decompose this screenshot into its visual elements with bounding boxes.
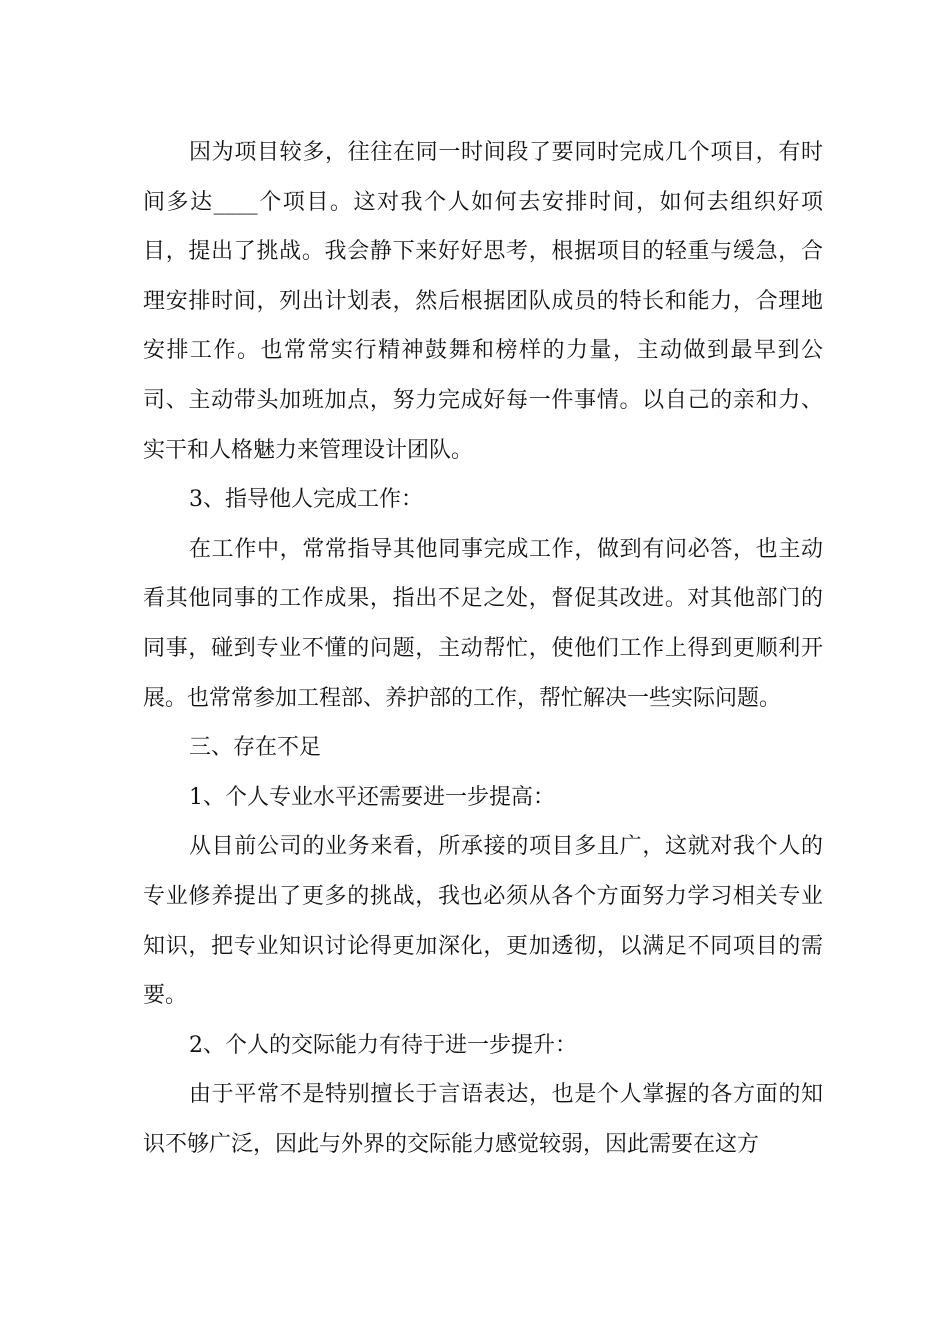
paragraph-guide-others: 在工作中，常常指导其他同事完成工作，做到有问必答，也主动看其他同事的工作成果，指出不足之处，督促其改进。对其他部门的同事，碰到专业不懂的问题，主动帮忙，使他们工作上得到更顺利开展。也常常参加工程部、养护部的工作，帮忙解决一些实际问题。 xyxy=(143,536,823,711)
paragraph-project-management: 因为项目较多，往往在同一时间段了要同时完成几个项目，有时间多达____个项目。这对我个人如何去安排时间，如何去组织好项目，提出了挑战。我会静下来好好思考，根据项目的轻重与缓急，合理安排时间，列出计划表，然后根据团队成员的特长和能力，合理地安排工作。也常常实行精神鼓舞和榜样的力量，主动做到最早到公司、主动带头加班加点，努力完成好每一件事情。以自己的亲和力、实干和人格魅力来管理设计团队。 xyxy=(143,140,823,463)
paragraph-communication-ability: 由于平常不是特别擅长于言语表达，也是个人掌握的各方面的知识不够广泛，因此与外界的交际能力感觉较弱，因此需要在这方 xyxy=(143,1082,823,1157)
heading-guide-others: 3、指导他人完成工作： xyxy=(189,487,423,513)
document-body xyxy=(143,128,823,1169)
heading-professional-level: 1、个人专业水平还需要进一步提高： xyxy=(189,784,555,810)
paragraph-professional-level: 从目前公司的业务来看，所承接的项目多且广，这就对我个人的专业修养提出了更多的挑战，我也必须从各个方面努力学习相关专业知识，把专业知识讨论得更加深化，更加透彻，以满足不同项目的需要。 xyxy=(143,834,823,1009)
heading-communication-ability: 2、个人的交际能力有待于进一步提升： xyxy=(189,1032,577,1058)
heading-shortcomings: 三、存在不足 xyxy=(189,735,322,761)
